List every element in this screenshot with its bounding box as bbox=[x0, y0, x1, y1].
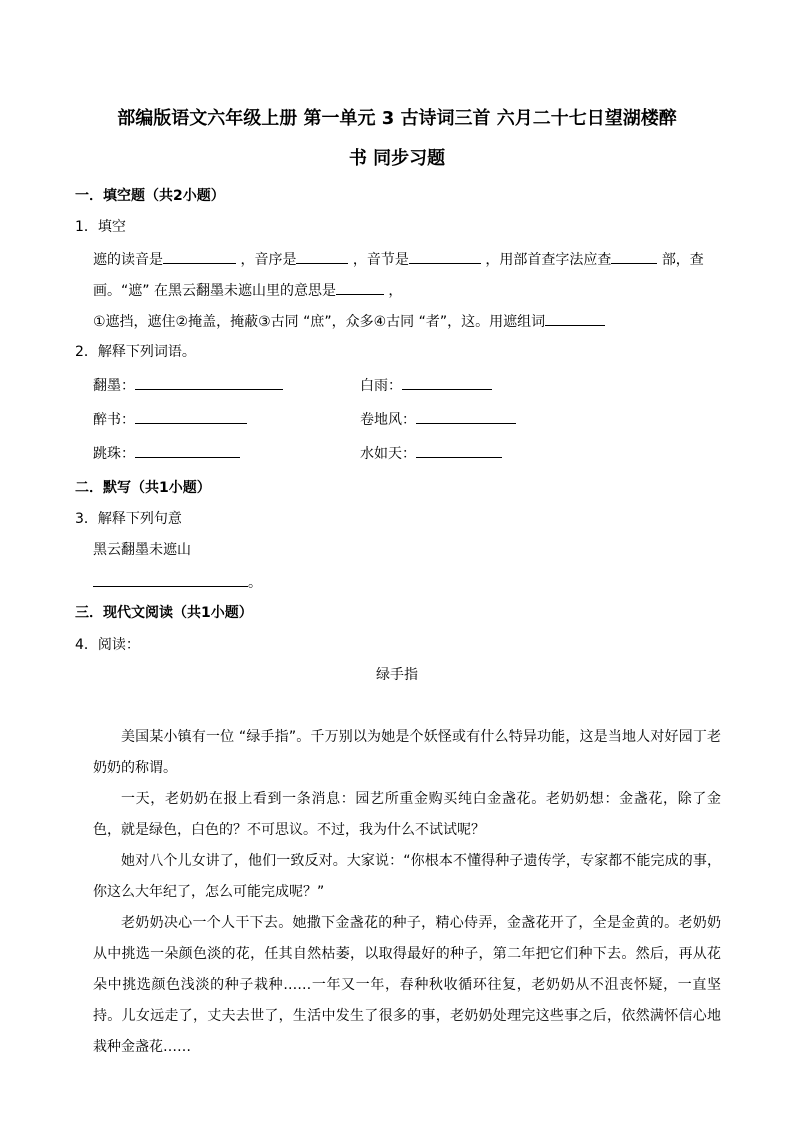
passage-title: 绿手指 bbox=[376, 667, 418, 683]
answer-blank[interactable] bbox=[296, 247, 348, 264]
passage-paragraph: 她对八个儿女讲了，他们一致反对。大家说：“你根本不懂得种子遗传学，专家都不能完成的事，你这么大年纪了，怎么可能完成呢？” bbox=[93, 853, 721, 900]
q2-term bbox=[360, 441, 502, 463]
q1-line3 bbox=[93, 309, 605, 331]
q1-text-a: 遮的读音是 bbox=[93, 252, 163, 268]
q2-term bbox=[93, 441, 240, 463]
q1-text-e: 部，查 bbox=[661, 252, 704, 268]
q1-text-d: ，用部首查字法应查 bbox=[485, 252, 612, 268]
q1-line2 bbox=[93, 278, 402, 300]
section3-heading: 三．现代文阅读（共1小题） bbox=[75, 605, 253, 621]
q2-label: 2．解释下列词语。 bbox=[75, 344, 196, 360]
term-label: 水如天： bbox=[360, 446, 416, 462]
answer-blank[interactable] bbox=[402, 373, 492, 390]
q2-term bbox=[360, 407, 516, 429]
q4-label: 4．阅读： bbox=[75, 637, 140, 653]
answer-blank[interactable] bbox=[135, 373, 283, 390]
q2-term bbox=[93, 373, 283, 395]
passage-paragraph: 一天，老奶奶在报上看到一条消息：园艺所重金购买纯白金盏花。老奶奶想：金盏花，除了金色，就是绿色，白色的？不可思议。不过，我为什么不试试呢？ bbox=[93, 791, 721, 838]
term-label: 卷地风： bbox=[360, 412, 416, 428]
answer-blank[interactable] bbox=[545, 309, 605, 326]
term-label: 醉书： bbox=[93, 412, 135, 428]
q1-line1 bbox=[93, 247, 704, 269]
section1-heading: 一．填空题（共2小题） bbox=[75, 188, 225, 204]
q2-term bbox=[360, 373, 492, 395]
doc-title-line1: 部编版语文六年级上册 第一单元 3 古诗词三首 六月二十七日望湖楼醉 bbox=[117, 108, 677, 129]
q3-label: 3．解释下列句意 bbox=[75, 511, 182, 527]
passage-paragraph: 老奶奶决心一个人干下去。她撒下金盏花的种子，精心侍弄，金盏花开了，全是金黄的。老奶奶从中挑选一朵颜色淡的花，任其自然枯萎，以取得最好的种子，第二年把它们种下去。然后，再从花朵中挑选颜色浅淡的种子栽种……一年又一年，春种秋收循环往复，老奶奶从不沮丧怀疑，一直坚持。儿女远走了，丈夫去世了，生活中发生了很多的事，老奶奶处理完这些事之后，依然满怀信心地栽种金盏花…… bbox=[93, 915, 721, 1055]
q2-term bbox=[93, 407, 247, 429]
q1-label: 1．填空 bbox=[75, 219, 126, 235]
answer-blank[interactable] bbox=[336, 278, 384, 295]
answer-blank[interactable] bbox=[135, 407, 247, 424]
q1-text-c: ，音节是 bbox=[352, 252, 409, 268]
answer-blank[interactable] bbox=[135, 441, 240, 458]
q3-answer-line bbox=[93, 570, 262, 592]
q1-text-g: ， bbox=[388, 283, 403, 299]
q3-sentence: 黑云翻墨未遮山 bbox=[93, 542, 191, 558]
q1-text-b: ，音序是 bbox=[240, 252, 297, 268]
answer-blank[interactable] bbox=[416, 441, 502, 458]
answer-blank[interactable] bbox=[163, 247, 236, 264]
passage-paragraph: 美国某小镇有一位 “绿手指”。千万别以为她是个妖怪或有什么特异功能，这是当地人对好园丁老奶奶的称谓。 bbox=[93, 729, 721, 776]
term-label: 白雨： bbox=[360, 378, 402, 394]
answer-blank[interactable] bbox=[611, 247, 657, 264]
section2-heading: 二．默写（共1小题） bbox=[75, 480, 211, 496]
q1-text-f: 画。“遮” 在黑云翻墨未遮山里的意思是 bbox=[93, 283, 336, 299]
answer-blank[interactable] bbox=[416, 407, 516, 424]
answer-blank[interactable] bbox=[93, 570, 248, 587]
q1-text-h: ①遮挡，遮住②掩盖，掩蔽③古同 “庶”，众多④古同 “者”，这。用遮组词 bbox=[93, 314, 546, 330]
answer-blank[interactable] bbox=[409, 247, 481, 264]
doc-title-line2: 书 同步习题 bbox=[348, 148, 446, 169]
q3-end: 。 bbox=[248, 575, 262, 591]
term-label: 跳珠： bbox=[93, 446, 135, 462]
term-label: 翻墨： bbox=[93, 378, 135, 394]
